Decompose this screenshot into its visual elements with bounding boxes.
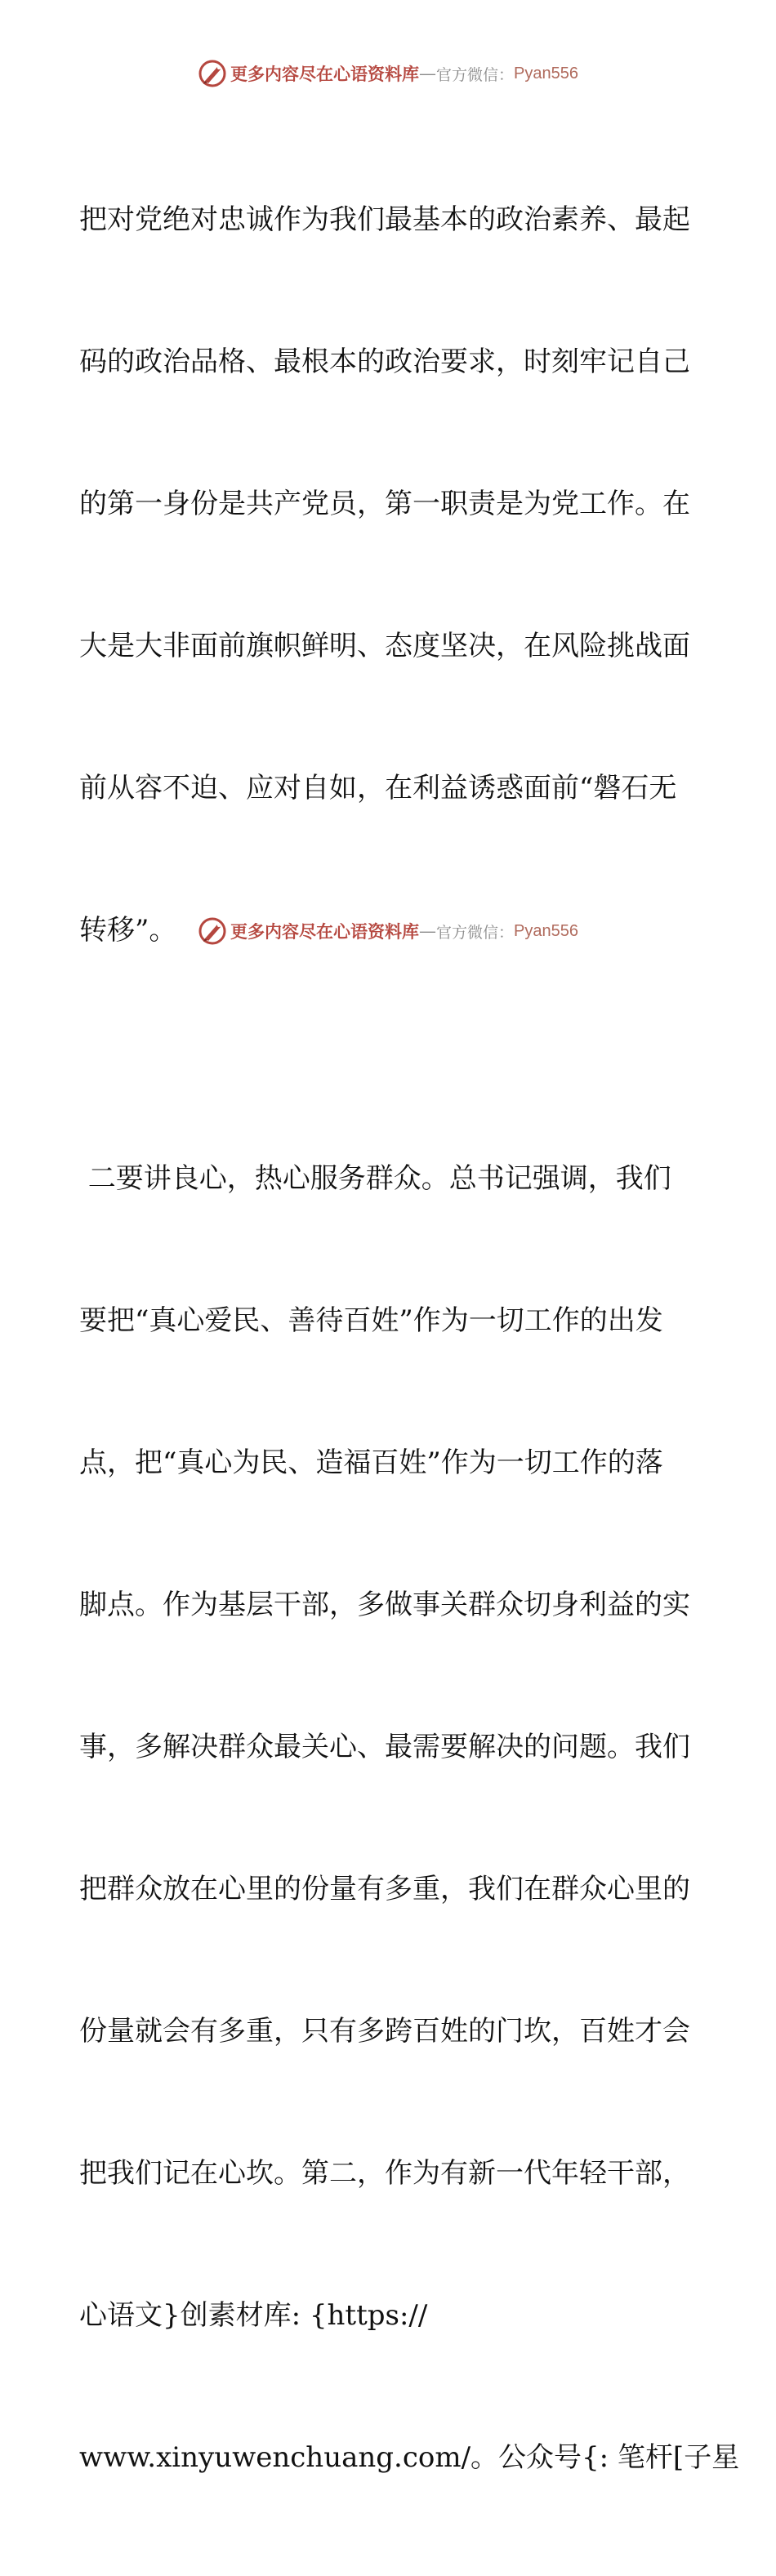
banner-dash: — (419, 64, 436, 83)
text-line: 把我们记在心坎。第二，作为有新一代年轻干部， (79, 2157, 690, 2190)
banner-main-text: 更多内容尽在心语资料库 (230, 921, 419, 942)
text-line: 的第一身份是共产党员，第一职责是为党工作。在 (79, 488, 690, 520)
text-line: 脚点。作为基层干部，多做事关群众切身利益的实 (79, 1589, 690, 1621)
banner-handle: Pyan556 (514, 64, 578, 82)
banner-main-text: 更多内容尽在心语资料库 (230, 64, 419, 84)
paragraph-2 (79, 1060, 740, 2576)
text-line: www.xinyuwenchuang.com/。公众号{: 笔杆[子星 (79, 2441, 740, 2474)
text-line: 要把“真心爱民、善待百姓”作为一切工作的出发 (79, 1304, 663, 1337)
pen-logo-icon (198, 916, 227, 946)
paragraph-1 (79, 101, 700, 1049)
text-line: 心语文}创素材库: {https:// (79, 2299, 428, 2332)
footer-banner (0, 913, 776, 949)
banner-official-label: 官方微信： (436, 923, 515, 942)
text-line: 把对党绝对忠诚作为我们最基本的政治素养、最起 (79, 203, 690, 236)
text-line: 前从容不迫、应对自如，在利益诱惑面前“磐石无 (79, 772, 677, 804)
text-line: 点，把“真心为民、造福百姓”作为一切工作的落 (79, 1446, 663, 1479)
banner-official-label: 官方微信： (436, 65, 515, 84)
text-line: 把群众放在心里的份量有多重，我们在群众心里的 (79, 1873, 690, 1905)
text-line: 大是大非面前旗帜鲜明、态度坚决，在风险挑战面 (79, 630, 690, 662)
text-line: 码的政治品格、最根本的政治要求，时刻牢记自己 (79, 345, 690, 378)
text-line: 转移”。 (79, 914, 177, 947)
body-text (79, 101, 740, 2576)
text-line: 二要讲良心，热心服务群众。总书记强调，我们 (79, 1162, 671, 1195)
text-line: 事，多解决群众最关心、最需要解决的问题。我们 (79, 1731, 690, 1763)
pen-logo-icon (198, 59, 227, 88)
banner-handle: Pyan556 (514, 921, 578, 940)
banner-dash: — (419, 921, 436, 941)
text-line: 份量就会有多重，只有多跨百姓的门坎，百姓才会 (79, 2015, 690, 2048)
header-banner (0, 56, 776, 91)
